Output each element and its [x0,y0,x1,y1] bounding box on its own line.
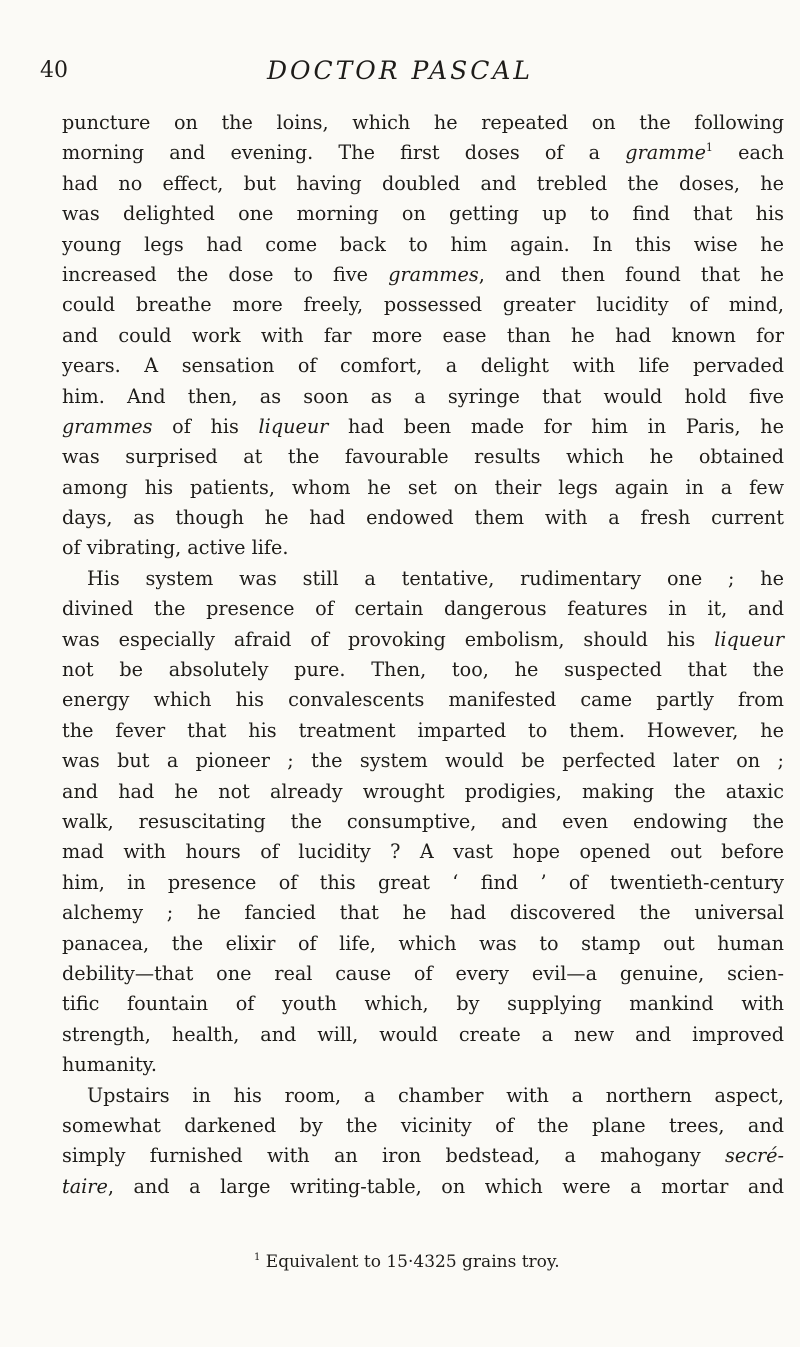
text-run: years. A sensation of comfort, a delight with life pervaded [62,354,784,378]
text-run: strength, health, and will, would create a new and improved [62,1022,784,1046]
text-line [62,230,784,260]
text-run: panacea, the elixir of life, which was to stamp out human [62,931,784,955]
text-line [62,929,784,959]
text-line [62,382,784,412]
text-run: was but a pioneer ; the system would be perfected later on ; [62,749,784,773]
text-run: His system was still a tentative, rudimentary one ; he [87,566,784,590]
text-run: divined the presence of certain dangerous features in it, and [62,597,784,621]
text-line [62,108,784,138]
text-line [62,959,784,989]
text-run: not be absolutely pure. Then, too, he suspected that the [62,658,784,682]
italic-run: taire [62,1174,108,1198]
text-line [62,1050,784,1080]
text-line [62,898,784,928]
text-run: morning and evening. The first doses of a [62,141,626,165]
text-line [62,199,784,229]
text-line [62,169,784,199]
text-run: , and a large writing-table, on which were a mortar and [107,1174,784,1198]
text-line [62,1172,784,1202]
text-run: Upstairs in his room, a chamber with a northern aspect, [87,1083,784,1107]
text-run: him. And then, as soon as a syringe that would hold five [62,384,784,408]
italic-run: liqueur [714,627,784,651]
text-run: of vibrating, active life. [62,536,289,560]
text-line [62,321,784,351]
text-line [62,533,784,563]
text-run: of his [152,414,259,438]
text-run: alchemy ; he fancied that he had discovered the universal [62,901,784,925]
text-run: energy which his convalescents manifested came partly from [62,688,784,712]
text-line [62,685,784,715]
italic-run: liqueur [258,414,329,438]
text-run: days, as though he had endowed them with a fresh current [62,506,784,530]
text-run: had been made for him in Paris, he [328,414,784,438]
text-line [62,989,784,1019]
text-run: among his patients, whom he set on their legs again in a few [62,475,784,499]
text-line [62,746,784,776]
text-run: puncture on the loins, which he repeated on the following [62,111,784,134]
text-run: and had he not already wrought prodigies, making the ataxic [62,779,784,803]
text-line [62,625,784,655]
text-line [62,716,784,746]
text-run: had no effect, but having doubled and trebled the doses, he [62,171,784,195]
text-line [62,777,784,807]
text-line [62,1141,784,1171]
text-run: somewhat darkened by the vicinity of the plane trees, and [62,1113,784,1137]
body-text [62,108,784,1202]
text-line [62,837,784,867]
text-line [62,655,784,685]
italic-run: grammes [388,262,479,286]
text-run: walk, resuscitating the consumptive, and even endowing the [62,809,784,833]
text-line [62,260,784,290]
text-line [62,807,784,837]
text-line [62,594,784,624]
text-run: him, in presence of this great ‘ find ’ of twentieth-century [62,870,784,894]
footnote-text: Equivalent to 15·4325 grains troy. [265,1252,560,1272]
text-line [62,1111,784,1141]
text-run: young legs had come back to him again. In this wise he [62,232,784,256]
text-line [62,412,784,442]
text-run: debility—that one real cause of every evil—a genuine, scien- [62,961,784,985]
text-run: tific fountain of youth which, by supplying mankind with [62,992,784,1016]
footnote [254,1252,560,1272]
text-line [62,138,784,168]
text-line [62,564,784,594]
text-run: humanity. [62,1053,157,1077]
text-run: each [712,141,784,165]
text-line [62,868,784,898]
text-run: increased the dose to five [62,262,389,286]
italic-run: grammes [62,414,153,438]
text-line [62,473,784,503]
text-run: and could work with far more ease than he had known for [62,323,784,347]
text-line [62,351,784,381]
text-run: could breathe more freely, possessed greater lucidity of mind, [62,293,784,317]
italic-run: gramme [625,141,706,165]
text-run: was surprised at the favourable results which he obtained [62,445,784,469]
italic-run: secré- [725,1144,784,1168]
page-number: 40 [40,58,68,83]
text-run: mad with hours of lucidity ? A vast hope opened out before [62,840,784,864]
footnote-marker: 1 [254,1252,261,1263]
text-run: was delighted one morning on getting up to find that his [62,202,784,226]
text-line [62,442,784,472]
text-run: the fever that his treatment imparted to them. However, he [62,718,784,742]
text-run: simply furnished with an iron bedstead, a mahogany [62,1144,726,1168]
text-line [62,290,784,320]
running-head: DOCTOR PASCAL [266,56,534,85]
text-line [62,1081,784,1111]
footnote-reference: 1 [705,141,713,155]
text-run: , and then found that he [478,262,784,286]
text-line [62,503,784,533]
text-run: was especially afraid of provoking embolism, should his [62,627,715,651]
text-line [62,1020,784,1050]
